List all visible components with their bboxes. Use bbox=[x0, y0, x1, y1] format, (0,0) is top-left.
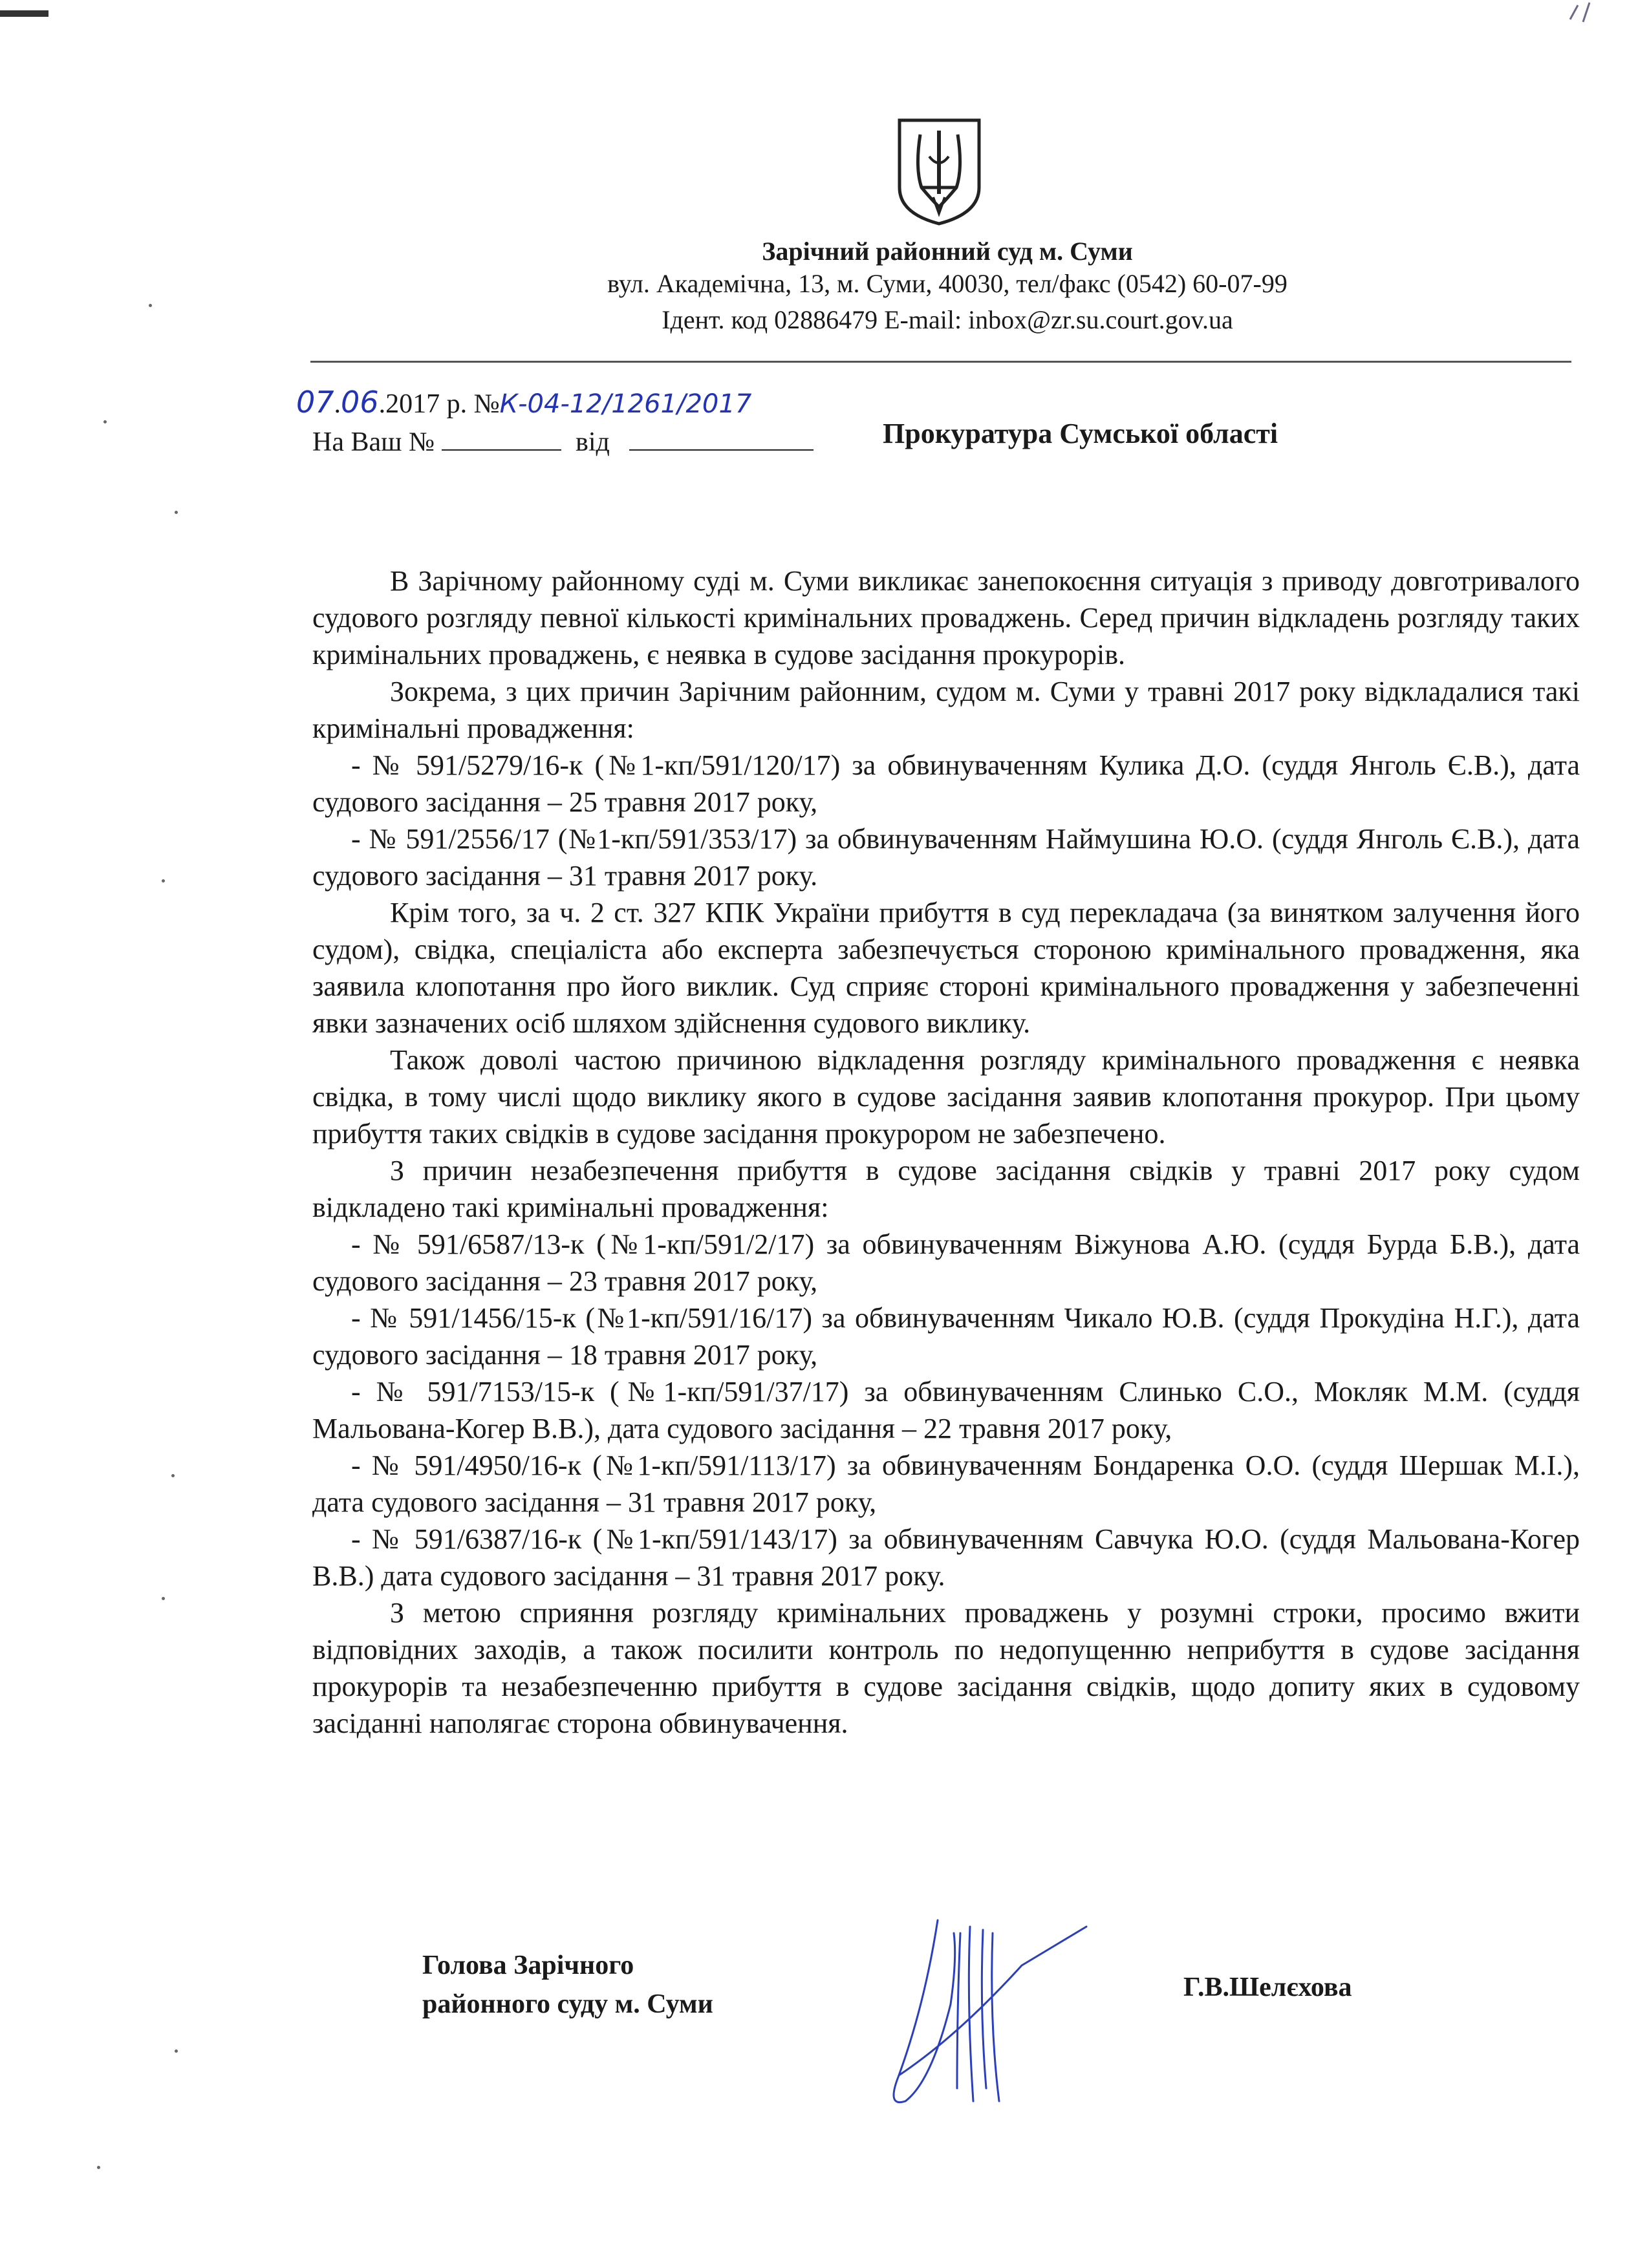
outgoing-date-number bbox=[296, 385, 751, 420]
reply-prefix: На Ваш № bbox=[312, 427, 435, 457]
handwritten-outgoing-number: К-04-12/1261/2017 bbox=[499, 389, 752, 419]
body-paragraph: В Зарічному районному суді м. Суми викликає занепокоєння ситуація з приводу довготривалого судового розгляду певної кількості кримінальних проваджень. Серед причин відкладень розгляду таких кримінальних проваджень, є неявка в судове засідання прокурорів. bbox=[312, 565, 1580, 670]
handwritten-page-mark bbox=[1565, 0, 1604, 26]
coat-of-arms-icon bbox=[896, 116, 983, 226]
body-paragraph: Крім того, за ч. 2 ст. 327 КПК України прибуття в суд перекладача (за винятком залучення його судом), свідка, спеціаліста або експерта забезпечується стороною кримінального провадження, яка заявила клопотання про його виклик. Суд сприяє стороні кримінального провадження у забезпеченні явки зазначених осіб шляхом здійснення судового виклику. bbox=[312, 897, 1580, 1039]
scan-speck bbox=[162, 879, 165, 883]
handwritten-month: 06 bbox=[341, 385, 379, 420]
scan-speck bbox=[97, 2166, 100, 2169]
court-ident-email: Ідент. код 02886479 E-mail: inbox@zr.su.court.gov.ua bbox=[662, 305, 1233, 334]
closing-paragraph: З метою сприяння розгляду кримінальних проваджень у розумні строки, просимо вжити відповідних заходів, а також посилити контроль по недопущенню неприбуття в судове засідання прокурорів та незабезпеченню прибуття в судове засідання свідків, щодо допиту яких в судовому засіданні наполягає сторона обвинувачення. bbox=[312, 1597, 1580, 1739]
scan-speck bbox=[175, 511, 178, 514]
date-year-text: .2017 р. № bbox=[378, 389, 500, 419]
date-separator: . bbox=[334, 389, 341, 419]
reply-date-blank bbox=[629, 427, 814, 451]
signatory-title bbox=[422, 1946, 713, 2024]
reply-reference-line bbox=[312, 427, 814, 458]
body-paragraph: З причин незабезпечення прибуття в судове засідання свідків у травні 2017 року судом відкладено такі кримінальні провадження: bbox=[312, 1155, 1580, 1223]
scan-speck bbox=[162, 1597, 165, 1600]
scan-speck bbox=[175, 2049, 178, 2053]
body-paragraph: Зокрема, з цих причин Зарічним районним, судом м. Суми у травні 2017 року відкладалися такі кримінальні провадження: bbox=[312, 676, 1580, 744]
case-list-item: - № 591/4950/16-к (№1-кп/591/113/17) за обвинуваченням Бондаренка О.О. (суддя Шершак М.І.), дата судового засідання – 31 травня 2017 року, bbox=[312, 1450, 1580, 1518]
court-name: Зарічний районний суд м. Суми bbox=[762, 237, 1133, 266]
court-address: вул. Академічна, 13, м. Суми, 40030, тел/факс (0542) 60-07-99 bbox=[607, 269, 1288, 298]
case-list-item: - № 591/7153/15-к (№1-кп/591/37/17) за обвинуваченням Слинько С.О., Мокляк М.М. (суддя Мальована-Когер В.В.), дата судового засідання – 22 травня 2017 року, bbox=[312, 1376, 1580, 1444]
scan-edge-mark bbox=[0, 10, 48, 17]
reply-from-label: від bbox=[576, 427, 610, 457]
letter-body bbox=[312, 562, 1580, 1742]
recipient: Прокуратура Сумської області bbox=[883, 418, 1278, 449]
header-divider bbox=[310, 361, 1571, 363]
case-list-item: - № 591/1456/15-к (№1-кп/591/16/17) за обвинуваченням Чикало Ю.В. (суддя Прокудіна Н.Г.), дата судового засідання – 18 травня 2017 року, bbox=[312, 1302, 1580, 1371]
case-list-item: - № 591/2556/17 (№1-кп/591/353/17) за обвинуваченням Наймушина Ю.О. (суддя Янголь Є.В.), дата судового засідання – 31 травня 2017 року. bbox=[312, 823, 1580, 892]
case-list-item: - № 591/6587/13-к (№1-кп/591/2/17) за обвинуваченням Віжунова А.Ю. (суддя Бурда Б.В.), дата судового засідання – 23 травня 2017 року, bbox=[312, 1228, 1580, 1297]
scan-speck bbox=[171, 1474, 175, 1477]
signatory-name: Г.В.Шелєхова bbox=[1183, 1973, 1352, 2002]
signatory-title-line2: районного суду м. Суми bbox=[422, 1989, 713, 2019]
case-list-item: - № 591/5279/16-к (№1-кп/591/120/17) за обвинуваченням Кулика Д.О. (суддя Янголь Є.В.), дата судового засідання – 25 травня 2017 року, bbox=[312, 749, 1580, 818]
case-list-item: - № 591/6387/16-к (№1-кп/591/143/17) за обвинуваченням Савчука Ю.О. (суддя Мальована-Когер В.В.) дата судового засідання – 31 травня 2017 року. bbox=[312, 1523, 1580, 1592]
signatory-title-line1: Голова Зарічного bbox=[422, 1951, 634, 1980]
handwritten-signature bbox=[860, 1907, 1119, 2121]
reply-number-blank bbox=[442, 427, 561, 451]
scan-speck bbox=[103, 420, 107, 423]
body-paragraph: Також доволі частою причиною відкладення розгляду кримінального провадження є неявка свідка, в тому числі щодо виклику якого в судове засідання заявив клопотання прокурор. При цьому прибуття таких свідків в судове засідання прокурором не забезпечено. bbox=[312, 1044, 1580, 1150]
handwritten-day: 07 bbox=[296, 385, 334, 420]
